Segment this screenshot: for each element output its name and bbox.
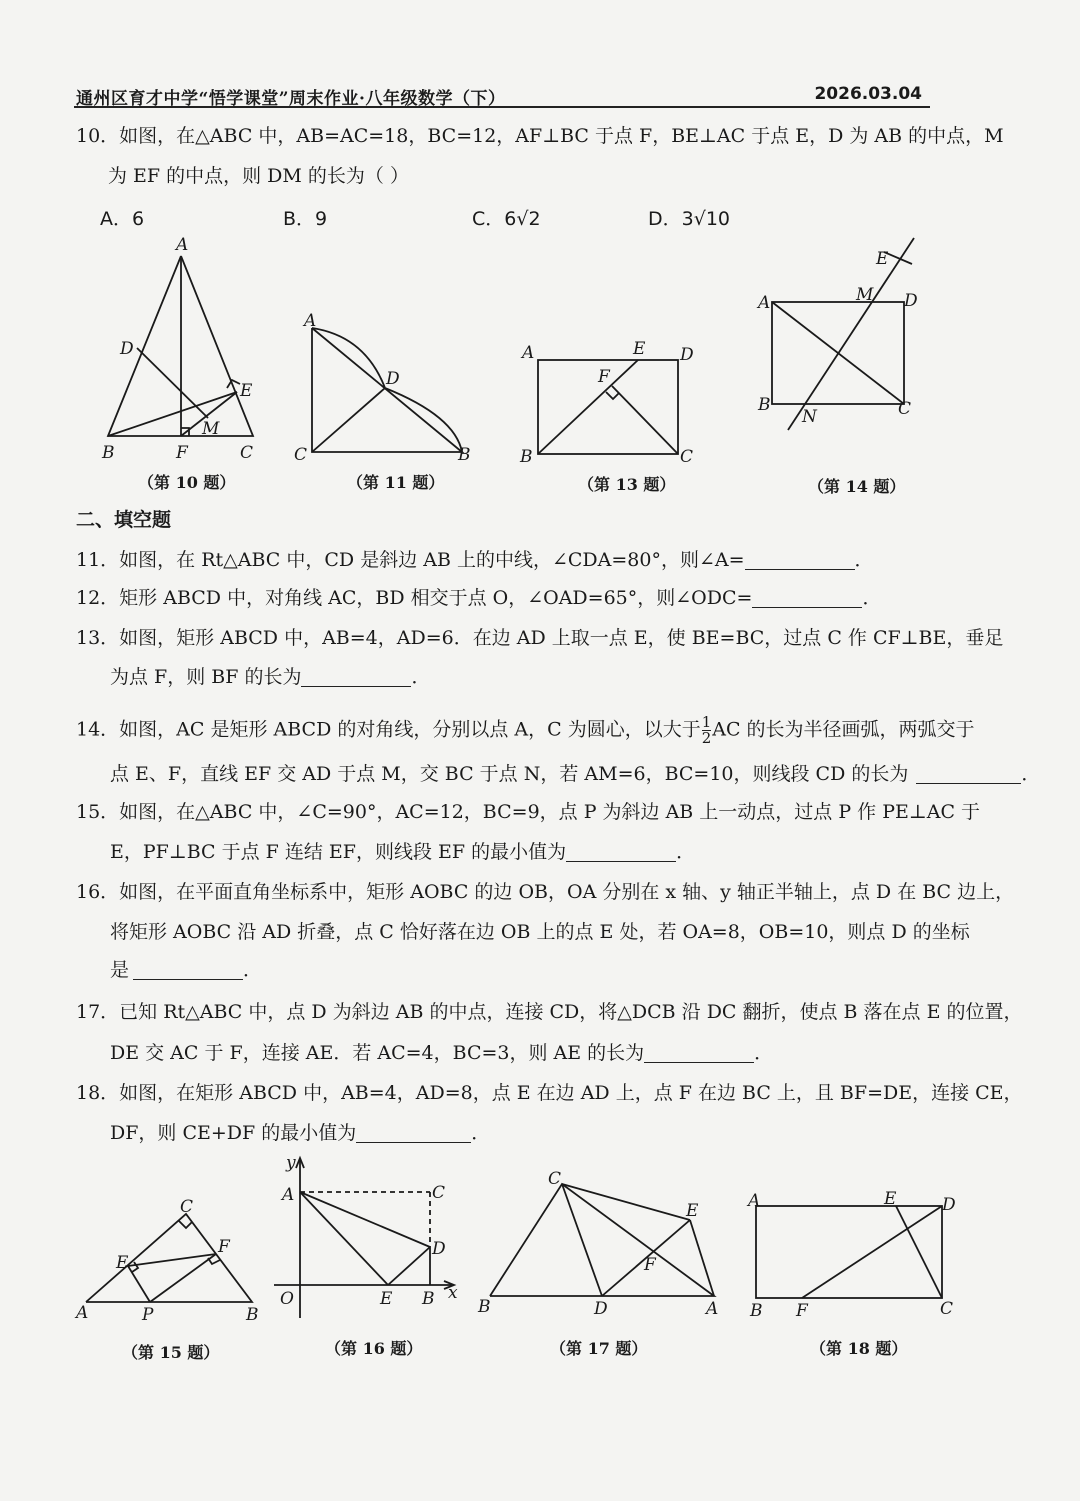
header-date: 2026.03.04 bbox=[814, 84, 922, 104]
fig14-label-e: E bbox=[876, 249, 889, 269]
q15-line1: 15．如图，在△ABC 中，∠C=90°，AC=12，BC=9，点 P 为斜边 AB 上一动点，过点 P 作 PE⊥AC 于 bbox=[76, 801, 981, 823]
q18-line2 bbox=[110, 1121, 490, 1145]
fig16-label-x: x bbox=[448, 1283, 458, 1303]
fig13-label-f: F bbox=[598, 367, 610, 387]
q10-option-b: B．9 bbox=[283, 208, 328, 230]
figure-18 bbox=[744, 1190, 964, 1320]
q14-end: ． bbox=[1021, 763, 1041, 785]
q14-text-a: 14．如图，AC 是矩形 ABCD 的对角线，分别以点 A，C 为圆心，以大于 bbox=[76, 718, 701, 741]
q14-frac-den: 2 bbox=[701, 729, 712, 747]
fig11-label-d: D bbox=[386, 369, 400, 389]
fig18-label-f: F bbox=[796, 1301, 808, 1321]
q15-answer-blank[interactable] bbox=[566, 843, 676, 862]
fig14-label-a: A bbox=[758, 293, 771, 313]
q16-line3 bbox=[110, 958, 262, 982]
q16-text: 是 bbox=[110, 959, 130, 981]
section-fill-in-title: 二、填空题 bbox=[76, 509, 172, 531]
q13-line1: 13．如图，矩形 ABCD 中，AB=4，AD=6．在边 AD 上取一点 E，使 BE=BC，过点 C 作 CF⊥BE，垂足 bbox=[76, 627, 1004, 649]
fig13-label-b: B bbox=[520, 447, 533, 467]
q13-end: ． bbox=[411, 666, 431, 688]
fig11-label-c: C bbox=[294, 445, 308, 465]
fig17-label-e: E bbox=[686, 1201, 699, 1221]
q18-text: DF，则 CE+DF 的最小值为 bbox=[110, 1122, 357, 1144]
q18-answer-blank[interactable] bbox=[356, 1124, 471, 1143]
q10-option-a: A．6 bbox=[100, 208, 145, 230]
q14-line1 bbox=[76, 715, 975, 746]
fig16-label-c: C bbox=[432, 1183, 446, 1203]
fig10-label-b: B bbox=[102, 443, 115, 463]
fig16-label-y: y bbox=[286, 1153, 296, 1173]
figure-11-caption: （第 11 题） bbox=[347, 473, 445, 492]
fig18-label-e: E bbox=[884, 1189, 897, 1209]
figure-10 bbox=[90, 232, 280, 472]
fig15-label-f: F bbox=[218, 1237, 230, 1257]
figure-15 bbox=[74, 1196, 274, 1326]
q12-answer-blank[interactable] bbox=[752, 589, 862, 608]
q13-answer-blank[interactable] bbox=[301, 668, 411, 687]
figure-16 bbox=[272, 1152, 472, 1324]
q14-frac-num: 1 bbox=[701, 713, 712, 731]
q18-line1: 18．如图，在矩形 ABCD 中，AB=4，AD=8，点 E 在边 AD 上，点 F 在边 BC 上，且 BF=DE，连接 CE， bbox=[76, 1082, 1023, 1104]
q15-text: E，PF⊥BC 于点 F 连结 EF，则线段 EF 的最小值为 bbox=[110, 841, 567, 863]
header-title: 通州区育才中学“悟学课堂”周末作业·八年级数学（下） bbox=[76, 89, 506, 109]
q15-line2 bbox=[110, 840, 695, 864]
q14-line2 bbox=[110, 762, 1040, 786]
fig17-label-b: B bbox=[478, 1297, 491, 1317]
q16-answer-blank[interactable] bbox=[133, 961, 243, 980]
q10-line1: 10．如图，在△ABC 中，AB=AC=18，BC=12，AF⊥BC 于点 F，BE⊥AC 于点 E，D 为 AB 的中点，M bbox=[76, 125, 1004, 147]
fig15-label-a: A bbox=[76, 1303, 89, 1323]
figure-14-caption: （第 14 题） bbox=[808, 477, 906, 496]
figure-14 bbox=[752, 234, 932, 434]
fig15-label-c: C bbox=[180, 1197, 194, 1217]
fig16-label-d: D bbox=[432, 1239, 446, 1259]
q14-answer-blank[interactable] bbox=[916, 765, 1021, 784]
q16-line2: 将矩形 AOBC 沿 AD 折叠，点 C 恰好落在边 OB 上的点 E 处，若 OA=8，OB=10，则点 D 的坐标 bbox=[110, 921, 970, 943]
fig10-label-e: E bbox=[240, 381, 253, 401]
q13-text: 为点 F，则 BF 的长为 bbox=[110, 666, 302, 688]
fig10-label-f: F bbox=[176, 443, 188, 463]
q10-line2: 为 EF 的中点，则 DM 的长为（ ） bbox=[108, 165, 409, 187]
fig13-label-e: E bbox=[633, 339, 646, 359]
figure-18-caption: （第 18 题） bbox=[810, 1339, 908, 1358]
fig10-label-d: D bbox=[120, 339, 134, 359]
q10-option-d: D．3√10 bbox=[648, 208, 731, 230]
figure-15-caption: （第 15 题） bbox=[122, 1343, 220, 1362]
fig14-label-n: N bbox=[802, 407, 817, 427]
fig13-label-c: C bbox=[680, 447, 694, 467]
q17-line2 bbox=[110, 1041, 773, 1065]
fig11-label-b: B bbox=[458, 445, 471, 465]
fig15-label-b: B bbox=[246, 1305, 259, 1325]
fig14-label-c: C bbox=[898, 399, 912, 419]
q14-fraction bbox=[702, 715, 712, 746]
fig16-label-e: E bbox=[380, 1289, 393, 1309]
q16-end: ． bbox=[243, 959, 263, 981]
figure-17-caption: （第 17 题） bbox=[550, 1339, 648, 1358]
figure-17 bbox=[474, 1166, 724, 1319]
q11 bbox=[76, 548, 874, 572]
fig13-label-d: D bbox=[680, 345, 694, 365]
fig18-label-a: A bbox=[748, 1191, 761, 1211]
fig15-label-e: E bbox=[116, 1253, 129, 1273]
figure-16-caption: （第 16 题） bbox=[325, 1339, 423, 1358]
q15-end: ． bbox=[676, 841, 696, 863]
q17-answer-blank[interactable] bbox=[644, 1044, 754, 1063]
fig15-label-p: P bbox=[142, 1305, 154, 1325]
fig10-label-c: C bbox=[240, 443, 254, 463]
q17-end: ． bbox=[754, 1042, 774, 1064]
q18-end: ． bbox=[471, 1122, 491, 1144]
q13-line2 bbox=[110, 665, 430, 689]
fig14-label-m: M bbox=[856, 285, 874, 305]
figure-10-caption: （第 10 题） bbox=[138, 473, 236, 492]
fig14-label-b: B bbox=[758, 395, 771, 415]
fig16-label-o: O bbox=[280, 1289, 294, 1309]
q14-text-b: AC 的长为半径画弧，两弧交于 bbox=[712, 718, 975, 741]
figure-11 bbox=[290, 306, 475, 466]
fig16-label-a: A bbox=[282, 1185, 295, 1205]
fig17-label-c: C bbox=[548, 1169, 562, 1189]
fig14-label-d: D bbox=[904, 291, 918, 311]
q16-line1: 16．如图，在平面直角坐标系中，矩形 AOBC 的边 OB，OA 分别在 x 轴、y 轴正半轴上，点 D 在 BC 边上， bbox=[76, 881, 1015, 903]
q11-end: ． bbox=[854, 549, 874, 571]
header-divider bbox=[74, 106, 930, 108]
fig10-label-m: M bbox=[202, 419, 220, 439]
fig16-label-b: B bbox=[422, 1289, 435, 1309]
fig18-label-d: D bbox=[942, 1195, 956, 1215]
fig17-label-f: F bbox=[644, 1255, 656, 1275]
fig10-label-a: A bbox=[176, 235, 189, 255]
fig11-label-a: A bbox=[304, 311, 317, 331]
q17-text: DE 交 AC 于 F，连接 AE．若 AC=4，BC=3，则 AE 的长为 bbox=[110, 1042, 645, 1064]
q12-end: ． bbox=[862, 587, 882, 609]
q11-text: 11．如图，在 Rt△ABC 中，CD 是斜边 AB 上的中线，∠CDA=80°，则∠A= bbox=[76, 549, 745, 571]
fig17-label-a: A bbox=[706, 1299, 719, 1319]
fig13-label-a: A bbox=[522, 343, 535, 363]
q17-line1: 17．已知 Rt△ABC 中，点 D 为斜边 AB 的中点，连接 CD，将△DCB 沿 DC 翻折，使点 B 落在点 E 的位置， bbox=[76, 1001, 1023, 1023]
fig18-label-b: B bbox=[750, 1301, 763, 1321]
q12 bbox=[76, 586, 881, 610]
figure-13-caption: （第 13 题） bbox=[578, 475, 676, 494]
q11-answer-blank[interactable] bbox=[745, 551, 855, 570]
fig17-label-d: D bbox=[594, 1299, 608, 1319]
q14-text-c: 点 E、F，直线 EF 交 AD 于点 M，交 BC 于点 N，若 AM=6，BC=10，则线段 CD 的长为 bbox=[110, 763, 909, 785]
q12-text: 12．矩形 ABCD 中，对角线 AC，BD 相交于点 O，∠OAD=65°，则∠ODC= bbox=[76, 587, 753, 609]
q10-option-c: C．6√2 bbox=[472, 208, 541, 230]
fig18-label-c: C bbox=[940, 1299, 954, 1319]
figure-13 bbox=[518, 338, 703, 468]
